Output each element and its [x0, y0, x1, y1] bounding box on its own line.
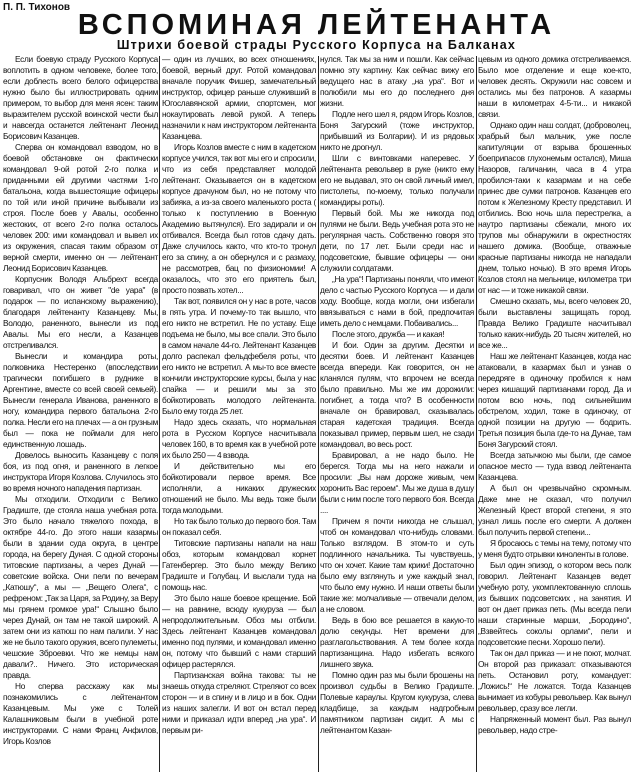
article-paragraph: Сперва он командовал взводом, но в боевой обстановке он фактически командовал 9-ой ротой 2-го полка и приданными ей другими частями 1-го батальона, когда вышестоящие офицеры по той или иной причине выбывали из строя. После боев у Авалы, особенно жестоких, от всего 2-го полка осталось человек 200: ими командовал и вывел их из окружения, спасая таким образом от верной смерти, именно он — лейтенант Леонид Борисович Казанцев.: [3, 142, 158, 273]
article-paragraph: Так он дал приказ — и не поют, молчат. Он второй раз приказал: отказываются петь. Остановил роту, командует: „Ложись!“ Не ложатся. Тогда Казанцев вынимает из кобуры револьвер. Как вынул револьвер, сразу все легли.: [478, 648, 631, 713]
article-paragraph: Корпусник Володя Альбрехт всегда говаривал, что он живет "de yapa" (в подарок — по испанскому выражению), благодаря лейтенанту Казанцеву. Мы, Володю, раненного, вынесли из под Авалы. Мы его несли, а Казанцев отстреливался.: [3, 274, 158, 350]
article-paragraph: Довелось выносить Казанцеву с поля боя, из под огня, и раненного в легкое инструктора Игоря Козлова. Случилось это во время ночного нападения партизан.: [3, 450, 158, 493]
article-paragraph: Был один эпизод, о котором весь полк говорил. Лейтенант Казанцев ведет учебную роту, укомплектованную сплошь из бывших подсоветских , на занятия. И вот он дает приказ петь. (Мы всегда пели наши старинные марши, „Бородино“, „Взвейтесь соколы орлами“, пели и подсоветские песни. Хорошо пели).: [478, 560, 631, 647]
article-paragraph: И действительно мы его бойкотировали первое время. Все исполняли, а никаких дружеских отношений не было. Мы ведь тоже были тогда молодыми.: [162, 461, 316, 515]
article-paragraph: Я бросаюсь с темы на тему, потому что у меня будто отрывки киноленты в голове.: [478, 538, 631, 559]
article-paragraph: Если боевую страду Русского Корпуса воплотить в одном человеке, более того, если доблесть всего белого офицерства нужно было бы иллюстрировать одним примером, то выбор для меня ясен: таким выразителем русской воинской чести был и навсегда останется лейтенант Леонид Борисович Казанцев.: [3, 54, 158, 141]
article-paragraph: — один из лучших, во всех отношениях, боевой, верный друг. Ротой командовал вначале поручик Фишер, замечательный инструктор, офицер раньше служивший в Югославянской армии, спортсмен, мог нокаутировать левой рукой. А теперь назначили к нам инструктором лейтенанта Казанцева.: [162, 54, 316, 141]
author-byline: П. П. Тихонов: [3, 2, 71, 13]
column-divider: [318, 56, 320, 772]
article-title: ВСПОМИНАЯ ЛЕЙТЕНАНТА: [77, 9, 556, 41]
article-paragraph: Бравировал, а не надо было. Не берегся. Тогда мы на него нажали и просили: „Вы нам дороже живым, чем хоронить Вас героем“. Мы же душа в душу были с ним после того первого боя. Всегда ....: [320, 450, 474, 515]
article-paragraph: цевым из одного домика отстреливаемся. Было мое отделение и еще кое-кто, человек десять. Окружили нас совсем и остались мы без патронов. А казармы наши в километрах 4-5-ти... и никакой связи.: [478, 54, 631, 119]
article-paragraph: Но так было только до первого боя. Там он показал себя.: [162, 516, 316, 537]
article-paragraph: Напряженный момент был. Раз вынул револьвер, надо стре-: [478, 714, 631, 735]
article-subtitle: Штрихи боевой страды Русского Корпуса на Балканах: [116, 38, 517, 52]
article-paragraph: Наш же лейтенант Казанцев, когда нас атаковали, в казармах был и узнав о передряге в одиночку пробился к нам через кишащий партизанами город. Да и потом всю ночь, под сильнейшим обстрелом, ходил, тоже в одиночку, от одной позиции на другую — бодрить. Третья позиция была где-то на Дунае, там Боня Загурский стоял.: [478, 351, 631, 449]
article-paragraph: Первый бой. Мы же никогда под пулями не были. Ведь учебная рота это не регулярная часть. Собственно говоря это дети, по 17 лет. Были среди нас и подсоветские, бывшие офицеры — они служили солдатами.: [320, 208, 474, 273]
article-paragraph: Это было наше боевое крещение. Бой — на равнине, всюду кукуруза — был непродолжительным. Обоз мы отбили. Здесь лейтенант Казанцев командовал именно под пулями, и командовал именно он, потому что бывший с нами старший офицер растерялся.: [162, 593, 316, 669]
article-paragraph: нулся. Так мы за ним и пошли. Как сейчас помню эту картину. Как сейчас вижу его ведущего нас в атаку „на ура“. Вот и полюбили мы его до последнего дня жизни.: [320, 54, 474, 108]
article-paragraph: Надо здесь сказать, что нормальная рота в Русском Корпусе насчитывала человек 160, в то время как в учебной роте их было 250 — 4 взвода.: [162, 417, 316, 460]
column-divider: [159, 56, 161, 772]
article-paragraph: Партизанская война такова: ты не знаешь откуда стреляют. Стреляют со всех сторон — и в спину и в лицо и в бок. Одни из наших залегли. И вот он встал перед ними и приказал идти вперед „на ура“. И первым ри-: [162, 670, 316, 735]
article-paragraph: Причем я почти никогда не слышал, чтоб он командовал что-нибудь словами. Только взглядом. В этом-то и суть подлинного начальника. Ты чувствуешь, что он хочет. Какие там крики! Достаточно было ему взглянуть и уже каждый знал, что было ему нужно. И наши ответы были такие же: молчаливые — отвечали делом, а не словом.: [320, 516, 474, 614]
text-column-2: [162, 54, 316, 736]
text-column-4: [478, 54, 631, 736]
article-paragraph: „На ура“! Партизаны поняли, что имеют дело с частью Русского Корпуса — и дали ходу. Вообще, когда могли, они избегали ввязываться с нами в бой, предпочитая иметь дело с немцами. Побаивались...: [320, 274, 474, 328]
article-paragraph: Шли с винтовками наперевес. У лейтенанта револьвер в руке (никто ему его не выдавал, это он свой личный имел, пистолеты, по-моему, только получали командиры роты).: [320, 153, 474, 207]
article-paragraph: Вынесли и командира роты, полковника Нестеренко (впоследствии трагически погибшего в руднике в Аргентине, вместе со всей своей семьей). Вынесли генерала Иванова, раненного в ногу, командира первого батальона 2-го полка. Несли его на плечах — а он грузным был — пока не поймали для него единственную лошадь.: [3, 351, 158, 449]
article-paragraph: Помню один раз мы были брошены на произвол судьбы в Велико Градиште. Полевые караулы. Кругом кукуруза, слева кладбище, за каждым надгробным памятником партизан сидит. А мы с лейтенантом Казан-: [320, 670, 474, 735]
article-paragraph: Подле него шел я, рядом Игорь Козлов, Боня Загурский (тоже инструктор, прибывший из Болгарии). И из рядовых никто не дрогнул.: [320, 109, 474, 152]
article-paragraph: И бои. Один за другим. Десятки и десятки боев. И лейтенант Казанцев всегда впереди. Как говорится, он не кланялся пулям, что впрочем не всегда было правильно. Мы же им дорожили: погибнет, а тогда что? В особенности вначале он бравировал, сказывалась старая кадетская традиция. Всегда показывал пример, первым шел, не сзади командовал, во весь рост.: [320, 340, 474, 449]
article-paragraph: Ведь в бою все решается в какую-то долю секунды. Нет времени для разглагольствования. А тем более когда партизанщина. Надо избегать всякого лишнего звука.: [320, 615, 474, 669]
article-paragraph: После этого, дружба — и какая!: [332, 329, 445, 339]
article-paragraph: Но сперва расскажу как мы познакомились с лейтенантом Казанцевым. Мы уже с Толей Калашниковым были в учебной роте инструкторами. С нами Франц Анфилов, Игорь Козлов: [3, 681, 158, 746]
article-paragraph: Игорь Козлов вместе с ним в кадетском корпусе учился, так вот мы его и спросили, что из себя представляет молодой лейтенант. Оказывается он в кадетском корпусе драчуном был, но не потому что забияка, а из-за своего маленького роста ( только к поступлению в Военную Академию вытянулся). Его задирали и он отбивался. Всегда был готов сдачу дать. Даже случилось както, что кто-то тронул его за спину, а он обернулся и с размаху, не рассмотрев, бац по физиономии! А оказалось, что это его приятель был, просто позвать хотел...: [162, 142, 316, 295]
article-paragraph: Титовские партизаны напали на наш обоз, которым командовал корнет Гатенбергер. Это было между Велико Градиште и Голубац. И выслали туда на помощь нас.: [162, 538, 316, 592]
article-paragraph: Однако один наш солдат, (доброволец, храбрый был мальчик, уже после капитуляции от взрыва брошенных боеприпасов глухонемым остался), Миша Назоров, галичанин, часа в 4 утра пробился-таки к казармам и на себе принес две сумки патронов. Казанцев его потом к Железному Кресту представил. И отбились. Всю ночь шла перестрелка, а наутро партизаны сбежали, много их трупов мы обнаружили в окрестностях нашего домика. (Вообще, отважные красные партизаны никогда не нападали днем, только ночью). В это время Игорь Козлов стоял на мельнице, километра три от нас — и тоже никакой связи.: [478, 120, 631, 295]
text-column-3: [320, 54, 474, 736]
text-column-1: [3, 54, 158, 747]
article-paragraph: Так вот, появился он у нас в роте, часов в пять утра. И почему-то так вышло, что его никто не встретил. Не по уставу. Еще подъема не было, мы все спали. Это было в самом начале 44-го. Лейтенант Казанцев долго распекал фельдфебеля роты, что его никто не встретил. А мы-то все вместе кончили инструкторские курсы, была у нас спайка — и решили мы за это бойкотировать молодого лейтенанта. Было ему тогда 25 лет.: [162, 296, 316, 416]
article-paragraph: Всегда затычкою мы были, где самое опасное место — туда взвод лейтенанта Казанцева.: [478, 450, 631, 482]
article-paragraph: Мы отходили. Отходили с Велико Градиште, где стояла наша учебная рота. Это было начало тяжелого похода, в октябре 44-го. До этого наши казармы были в здании суда округа, в центре города, на берегу Дуная. С одной стороны титовские партизаны, а через Дунай — советские войска. Они пели по вечерам „Катюшу“, а мы — „Вещего Олега“, с рефреном: „Так за Царя, за Родину, за Веру мы грянем громкое ура!“ Слышно было через Дунай, он там не такой широкий. А затем они из катюш по нам палили. У нас же не было такого оружия, всего пулеметы, чешские Зброевки. Что же немцы нам давали?.. Ничего. Это историческая правда.: [3, 494, 158, 680]
column-divider: [476, 56, 478, 772]
article-paragraph: А был он чрезвычайно скромным. Даже мне не сказал, что получил Железный Крест второй степени, я это узнал лишь после его смерти. А должен был получить первой степени...: [478, 483, 631, 537]
article-paragraph: Смешно сказать, мы, всего человек 20, были выставлены защищать город. Правда Велико Градиште насчитывал только каких-нибудь 20 тысяч жителей, но все же...: [478, 296, 631, 350]
